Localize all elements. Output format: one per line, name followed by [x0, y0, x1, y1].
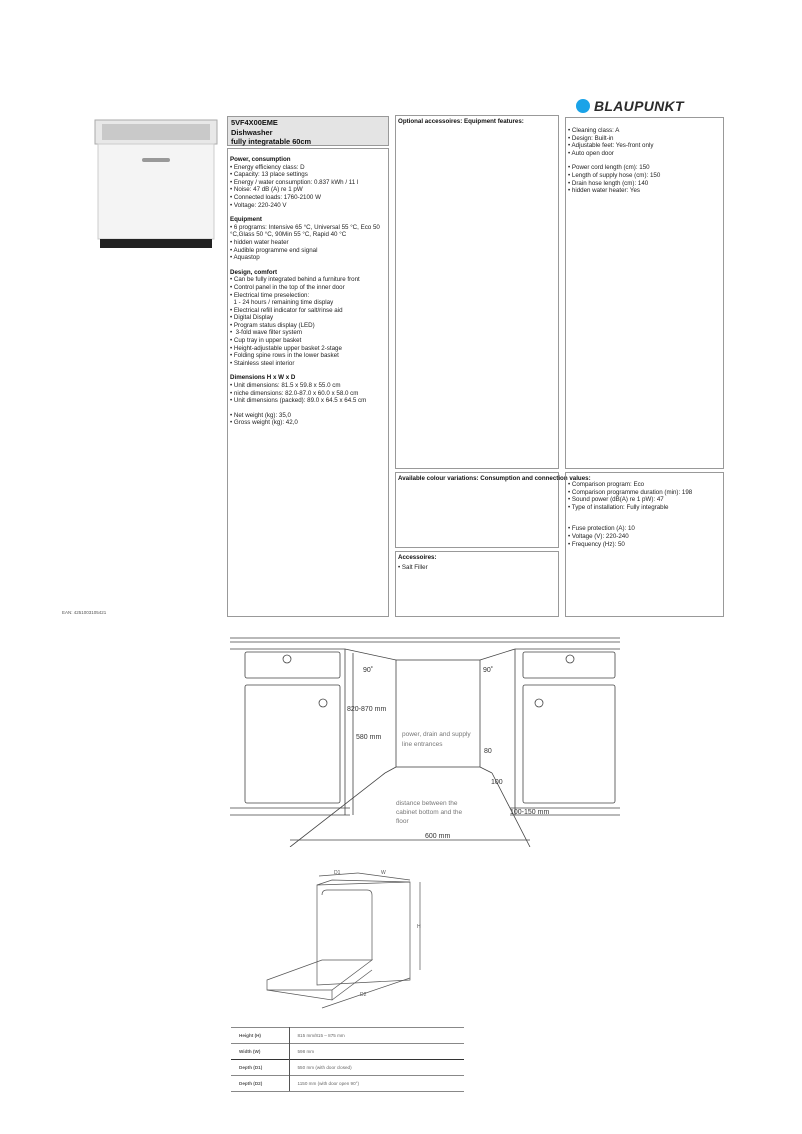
- spec-item: • niche dimensions: 82.0-87.0 x 60.0 x 58.0 cm: [230, 389, 359, 397]
- dim-label: Depth (D1): [231, 1060, 289, 1076]
- d2-label: D2: [360, 992, 367, 998]
- dim-label: Width (W): [231, 1044, 289, 1060]
- connection-item: • Fuse protection (A): 10: [568, 525, 635, 533]
- weight-item: • Net weight (kg): 35,0: [230, 411, 291, 419]
- spec-item: 1 - 24 hours / remaining time display: [230, 299, 334, 307]
- spec-item: • Control panel in the top of the inner door: [230, 283, 345, 291]
- dim-value: 815 mm/815 – 875 mm: [289, 1028, 464, 1044]
- angle-right-label: 90˚: [483, 667, 494, 674]
- consumption-item: • Type of installation: Fully integrable: [568, 503, 669, 511]
- features-heading: Optional accessoires: Equipment features:: [398, 118, 524, 125]
- feature-item: • Power cord length (cm): 150: [568, 164, 650, 172]
- spec-item: • Unit dimensions: 81.5 x 59.8 x 55.0 cm: [230, 382, 341, 390]
- section-heading: Dimensions H x W x D: [230, 374, 296, 382]
- product-image: [92, 118, 222, 250]
- accessoires-box: [395, 551, 559, 617]
- model-number: 5VF4X00EME: [231, 118, 278, 127]
- section-heading: Equipment: [230, 216, 262, 224]
- connection-item: • Frequency (Hz): 50: [568, 540, 625, 548]
- brand-logo: [576, 98, 684, 114]
- installation-diagram: [230, 635, 620, 847]
- plinth-label: 100-150 mm: [510, 809, 550, 816]
- brand-name: BLAUPUNKT: [594, 98, 684, 114]
- dim-label: Height (H): [231, 1028, 289, 1044]
- spec-item: • Energy efficiency class: D: [230, 163, 305, 171]
- section-heading: Power, consumption: [230, 156, 291, 163]
- feature-item: • Drain hose length (cm): 140: [568, 179, 649, 187]
- feature-item: • Auto open door: [568, 149, 614, 157]
- table-row: [231, 1044, 464, 1060]
- specs-box: [227, 148, 389, 617]
- floor-distance-label: cabinet bottom and the: [396, 809, 463, 816]
- spec-item: • Digital Display: [230, 314, 274, 322]
- spec-item: • Audible programme end signal: [230, 246, 318, 254]
- features-box: [395, 115, 559, 469]
- spec-item: • 3-fold wave filter system: [230, 329, 302, 337]
- entrances-label: power, drain and supply: [402, 731, 471, 738]
- product-type: Dishwasher: [231, 127, 273, 137]
- dim-value: 1150 mm (with door open 90°): [289, 1076, 464, 1092]
- dim-100-label: 100: [491, 779, 503, 786]
- feature-item: • Length of supply hose (cm): 150: [568, 171, 661, 179]
- spec-item: • Unit dimensions (packed): 89.0 x 64.5 x 64.5 cm: [230, 397, 367, 405]
- section-heading: Design, comfort: [230, 268, 278, 276]
- w-label: W: [381, 870, 386, 876]
- table-row: [231, 1076, 464, 1092]
- spec-item: • Electrical refill indicator for salt/rinse aid: [230, 306, 343, 314]
- dim-label: Depth (D2): [231, 1076, 289, 1092]
- right-features-box: [565, 117, 724, 469]
- spec-item: • Stainless steel interior: [230, 359, 295, 367]
- feature-item: • Adjustable feet: Yes-front only: [568, 142, 654, 150]
- d1-label: D1: [334, 870, 341, 876]
- spec-item: • Noise: 47 dB (A) re 1 pW: [230, 186, 303, 194]
- logo-dot-icon: [576, 99, 590, 113]
- accessoire-item: • Salt Filler: [398, 563, 428, 571]
- connection-item: • Voltage (V): 220-240: [568, 532, 629, 540]
- entrances-label: line entrances: [402, 741, 443, 748]
- table-row: [231, 1028, 464, 1044]
- spec-item: • Capacity: 13 place settings: [230, 171, 308, 179]
- spec-item: • Aquastop: [230, 254, 260, 262]
- spec-item: • Folding spine rows in the lower basket: [230, 352, 339, 360]
- product-subtitle: fully integratable 60cm: [231, 137, 312, 147]
- table-row: [231, 1060, 464, 1076]
- depth-label: 580 mm: [356, 734, 382, 741]
- product-title: [227, 116, 389, 146]
- spec-item: • Electrical time preselection:: [230, 291, 310, 299]
- spec-item: • Height-adjustable upper basket 2-stage: [230, 344, 342, 352]
- spec-item: • 6 programs: Intensive 65 °C, Universal 55 °C, Eco 50 °C,Glass 50 °C, 90Min 55 °C, Rapid 40 °C: [230, 223, 382, 239]
- height-label: 820-870 mm: [347, 706, 387, 713]
- spec-item: • Voltage: 220-240 V: [230, 201, 287, 209]
- dim-value: 550 mm (with door closed): [289, 1060, 464, 1076]
- spec-item: • Connected loads: 1760-2100 W: [230, 193, 321, 201]
- dim-80-label: 80: [484, 748, 492, 755]
- width-label: 600 mm: [425, 833, 451, 840]
- consumption-item: • Comparison program: Eco: [568, 481, 645, 488]
- h-label: H: [417, 924, 421, 930]
- colour-heading: Available colour variations: Consumption and connection values:: [398, 475, 591, 482]
- feature-item: • Design: Built-in: [568, 134, 614, 142]
- consumption-box: [565, 472, 724, 617]
- feature-item: • Cleaning class: A: [568, 127, 620, 134]
- dimensions-table: [231, 1027, 464, 1092]
- spec-item: • Program status display (LED): [230, 321, 315, 329]
- consumption-item: • Sound power (dB(A) re 1 pW): 47: [568, 496, 664, 504]
- floor-distance-label: floor: [396, 818, 409, 825]
- spec-item: • hidden water heater: [230, 238, 289, 246]
- consumption-item: • Comparison programme duration (min): 198: [568, 488, 693, 496]
- weight-item: • Gross weight (kg): 42,0: [230, 419, 298, 427]
- spec-item: • Can be fully integrated behind a furniture front: [230, 276, 360, 284]
- accessoires-heading: Accessoires:: [398, 554, 437, 561]
- colour-box: [395, 472, 591, 548]
- unit-dimension-drawing: [262, 860, 432, 1015]
- floor-distance-label: distance between the: [396, 800, 458, 807]
- feature-item: • hidden water heater: Yes: [568, 187, 640, 195]
- angle-left-label: 90˚: [363, 667, 374, 674]
- ean-code: EAN: 4251003105421: [62, 610, 107, 615]
- spec-item: • Energy / water consumption: 0.837 kWh / 11 l: [230, 178, 359, 186]
- dim-value: 598 mm: [289, 1044, 464, 1060]
- spec-item: • Cup tray in upper basket: [230, 337, 302, 345]
